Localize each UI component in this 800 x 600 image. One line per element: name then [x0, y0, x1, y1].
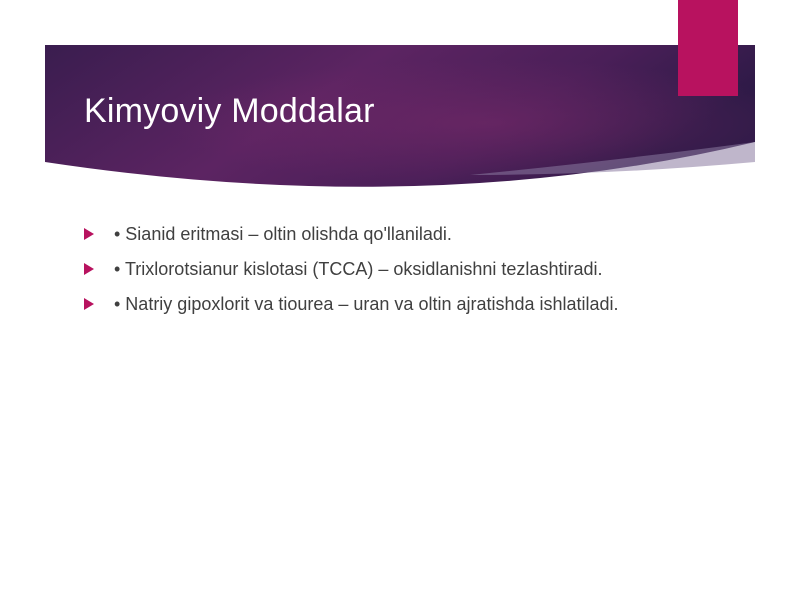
triangle-right-icon [84, 257, 114, 281]
triangle-right-icon [84, 292, 114, 316]
bullet-text: • Trixlorotsianur kislotasi (TCCA) – oksidlanishni tezlashtiradi. [114, 259, 603, 279]
accent-tab [678, 0, 738, 96]
bullet-list [84, 222, 644, 327]
list-item [84, 292, 644, 316]
bullet-text: • Natriy gipoxlorit va tiourea – uran va oltin ajratishda ishlatiladi. [114, 294, 619, 314]
triangle-right-icon [84, 222, 114, 246]
list-item [84, 257, 644, 281]
list-item [84, 222, 644, 246]
bullet-text: • Sianid eritmasi – oltin olishda qo'llaniladi. [114, 224, 452, 244]
slide-title: Kimyoviy Moddalar [84, 92, 375, 130]
